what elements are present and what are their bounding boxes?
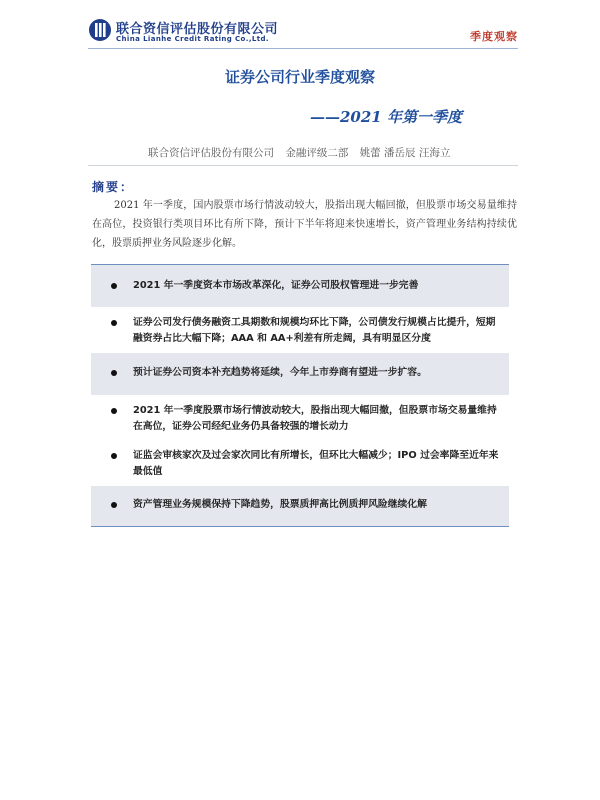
key-findings-list bbox=[91, 264, 509, 527]
author-names: 姚蕾 潘岳辰 汪海立 bbox=[359, 147, 451, 159]
author-dept: 金融评级二部 bbox=[285, 147, 349, 159]
bullet-icon bbox=[111, 408, 117, 414]
author-org: 联合资信评估股份有限公司 bbox=[148, 147, 274, 159]
finding-text: 资产管理业务规模保持下降趋势，股票质押高比例质押风险继续化解 bbox=[133, 499, 427, 510]
bullet-icon bbox=[111, 502, 117, 508]
summary-paragraph: 2021 年一季度，国内股票市场行情波动较大，股指出现大幅回撤，但股票市场交易量维持在高位，投资银行类项目环比有所下降，预计下半年将迎来快速增长，资产管理业务结构持续优化，股票质押业务风险逐步化解。 bbox=[92, 200, 517, 249]
report-type-tag: 季度观察 bbox=[470, 30, 518, 43]
finding-item bbox=[91, 265, 509, 308]
finding-item bbox=[91, 486, 509, 527]
report-title: 证券公司行业季度观察 bbox=[224, 68, 375, 86]
finding-item bbox=[91, 353, 509, 396]
finding-item bbox=[91, 308, 509, 353]
finding-item bbox=[91, 441, 509, 486]
finding-text: 证券公司发行债务融资工具期数和规模均环比下降，公司债发行规模占比提升，短期融资券占比大幅下降；AAA 和 AA+利差有所走阔，具有明显区分度 bbox=[133, 317, 496, 344]
bullet-icon bbox=[111, 320, 117, 326]
bullet-icon bbox=[111, 370, 117, 376]
author-line bbox=[148, 145, 458, 160]
header-divider bbox=[88, 48, 518, 49]
report-subtitle: ——2021 年第一季度 bbox=[310, 108, 462, 126]
lianhe-logo-icon bbox=[88, 18, 112, 42]
finding-text: 证监会审核家次及过会家次同比有所增长，但环比大幅减少；IPO 过会率降至近年来最低值 bbox=[133, 450, 499, 477]
bullet-icon bbox=[111, 283, 117, 289]
brand-name-en: China Lianhe Credit Rating Co.,Ltd. bbox=[116, 35, 269, 43]
page-header bbox=[88, 14, 518, 50]
finding-text: 预计证券公司资本补充趋势将延续，今年上市券商有望进一步扩容。 bbox=[133, 367, 427, 378]
finding-item bbox=[91, 396, 509, 441]
bullet-icon bbox=[111, 453, 117, 459]
finding-text: 2021 年一季度资本市场改革深化，证券公司股权管理进一步完善 bbox=[133, 280, 419, 291]
brand-name-cn: 联合资信评估股份有限公司 bbox=[116, 22, 279, 37]
summary-heading: 摘要： bbox=[92, 180, 135, 194]
finding-text: 2021 年一季度股票市场行情波动较大，股指出现大幅回撤，但股票市场交易量维持在高位，证券公司经纪业务仍具备较强的增长动力 bbox=[133, 405, 497, 432]
author-divider bbox=[88, 165, 518, 166]
